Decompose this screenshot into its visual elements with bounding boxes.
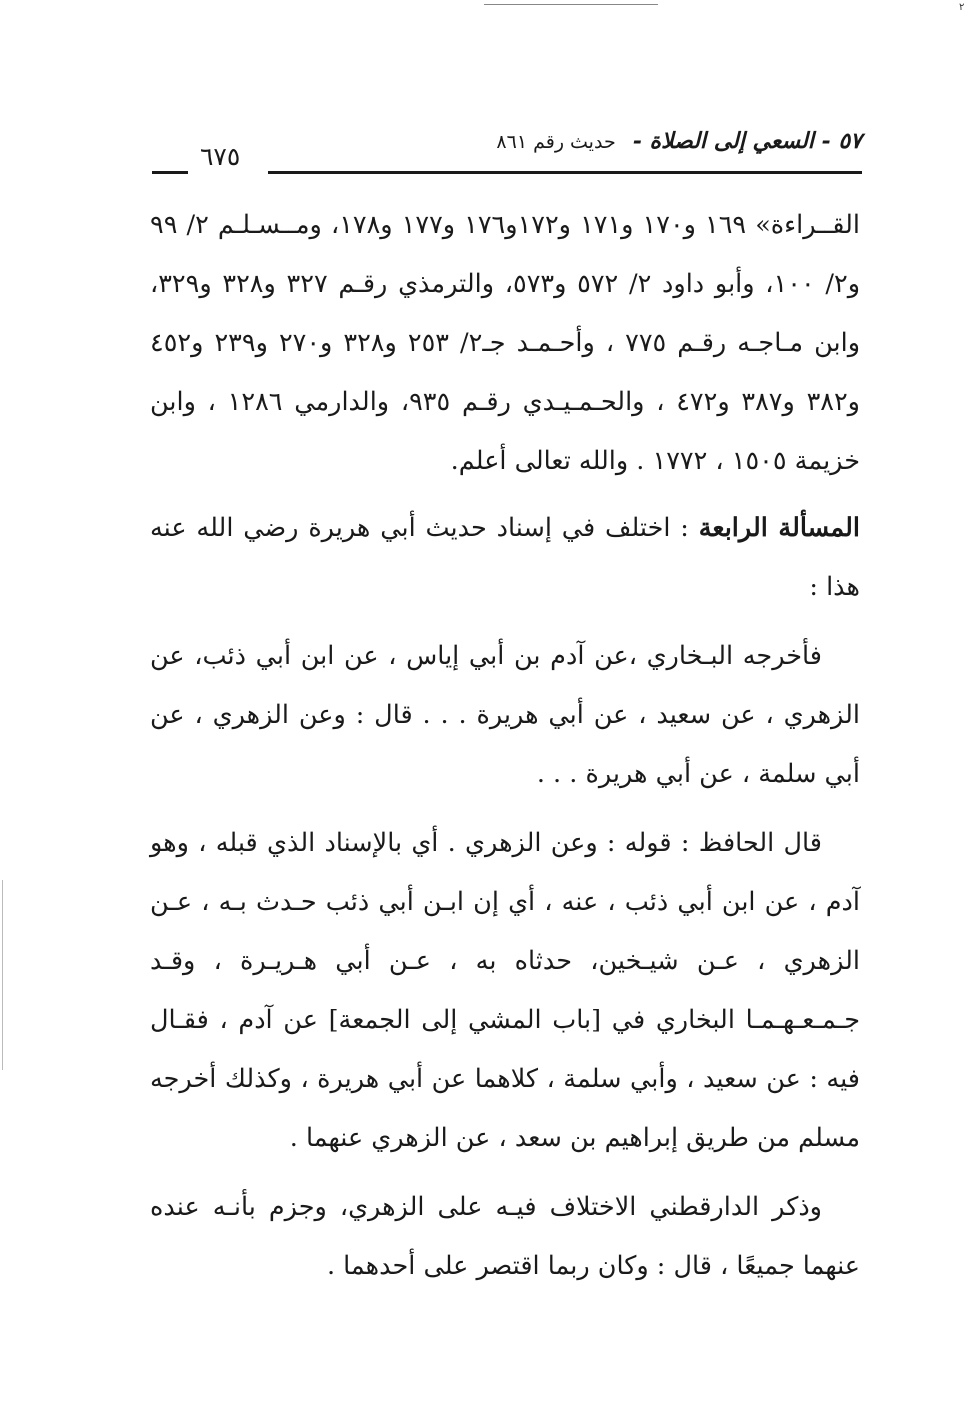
paragraph-text: وذكر الدارقطني الاختلاف فيـه على الزهري، وجزم بأنـه عنده عنهما جميعًا ، قال : وكان ربما اقتصر على أحدهما .	[150, 1192, 860, 1281]
page-number: ٦٧٥	[200, 142, 241, 171]
header-rule	[268, 171, 862, 174]
paragraph-fourth-issue	[150, 499, 860, 617]
paragraph-hafiz-commentary	[150, 814, 860, 1168]
paragraph-text: القــراءة» ١٦٩ و١٧٠ و١٧١ و١٧٢و١٧٦ و١٧٧ و١٧٨، ومــسـلـم ٢/ ٩٩ و٢/ ١٠٠، وأبو داود ٢/ ٥٧٢ و٥٧٣، والترمذي رقـم ٣٢٧ و٣٢٨ و٣٢٩، وابن مـاجـه رقـم ٧٧٥ ، وأحـمـد جـ٢/ ٢٥٣ و٣٢٨ و٢٧٠ و٢٣٩ و٤٥٢ و٣٨٢ و٣٨٧ و٤٧٢ ، والحـمـيـدي رقـم ٩٣٥، والدارمي ١٢٨٦ ، وابن خزيمة ١٥٠٥ ، ١٧٧٢ . والله تعالى أعلم.	[150, 210, 861, 476]
paragraph-text: : اختلف في إسناد حديث أبي هريرة رضي الله عنه هذا :	[150, 513, 860, 602]
paragraph-text: فأخرجه البـخاري ،عن آدم بن أبي إياس ، عن ابن أبي ذئب، عن الزهري ، عن سعيد ، عن أبي هريرة . . . قال : وعن الزهري ، عن أبي سلمة ، عن أبي هريرة . . .	[150, 641, 860, 789]
header-rule-short	[152, 171, 188, 174]
section-label: المسألة الرابعة	[698, 513, 860, 543]
chapter-title: ٥٧ - السعي إلى الصلاة -	[632, 128, 862, 154]
page-header	[150, 128, 862, 178]
hadith-reference: حديث رقم ٨٦١	[496, 131, 616, 153]
paragraph-bukhari-chain	[150, 627, 860, 804]
running-head	[496, 128, 862, 154]
paragraph-text: قال الحافظ : قوله : وعن الزهري . أي بالإسناد الذي قبله ، وهو آدم ، عن ابن أبي ذئب ، عنه ، أي إن ابـن أبي ذئب حـدث بـه ، عـن الزهري ، عـن شيـخين، حدثاه به ، عـن أبي هـريـرة ، وقـد جـمـعـهـمـا البخاري في [باب المشي إلى الجمعة] عن آدم ، فقـال فيه : عن سعيد ، وأبي سلمة ، كلاهما عن أبي هريرة ، وكذلك أخرجه مسلم من طريق إبراهيم بن سعد ، عن الزهري عنهما .	[150, 828, 861, 1153]
page-edge-shadow	[2, 880, 3, 1070]
corner-mark: ٢	[959, 2, 965, 13]
page-body	[150, 196, 860, 1306]
paragraph-references	[150, 196, 860, 491]
top-edge-rule	[484, 4, 658, 5]
paragraph-daraqutni	[150, 1178, 860, 1296]
